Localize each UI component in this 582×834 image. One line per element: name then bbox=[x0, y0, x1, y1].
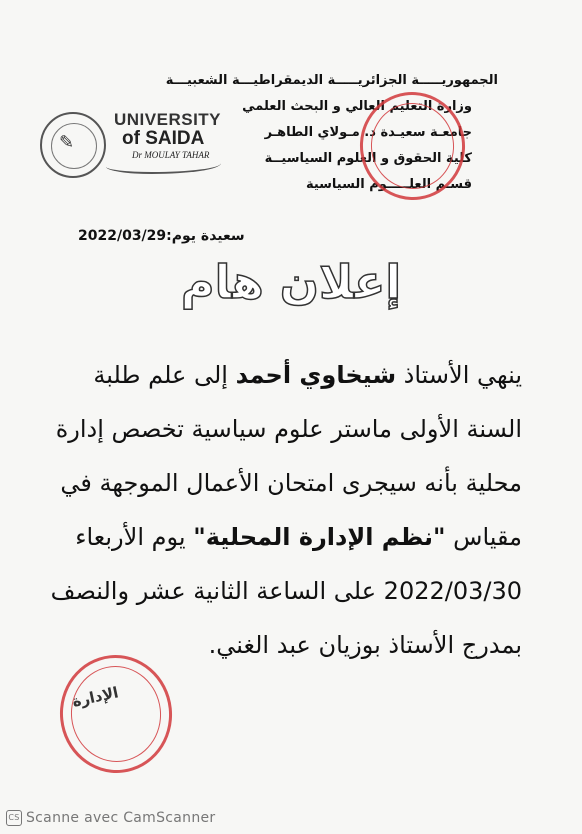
scanner-footer bbox=[6, 810, 215, 826]
logo-text-university: UNIVERSITY bbox=[114, 110, 222, 129]
course-subject: "نظم الإدارة المحلية" bbox=[193, 523, 446, 551]
camscanner-icon: CS bbox=[6, 810, 22, 826]
body-line-2: السنة الأولى ماستر علوم سياسية تخصص إدارة bbox=[55, 415, 522, 443]
announcement-title: إعلان هام bbox=[180, 255, 402, 309]
document-date: سعيدة يوم:2022/03/29 bbox=[78, 228, 245, 244]
header-republic: الجمهوريـــــة الجزائريـــــة الديمقراطيـــة الشعبيـــة bbox=[165, 73, 498, 88]
body-line-6: بمدرج الأستاذ بوزيان عبد الغني. bbox=[208, 631, 522, 659]
professor-name: شيخاوي أحمد bbox=[235, 361, 397, 389]
header-university: جامعـة سعيـدة د. مـولاي الطاهـر bbox=[264, 125, 472, 140]
logo-text-saida: of SAIDA bbox=[122, 128, 205, 149]
body-line-4: مقياس "نظم الإدارة المحلية" يوم الأربعاء bbox=[75, 523, 522, 551]
body-line-3: محلية بأنه سيجرى امتحان الأعمال الموجهة في bbox=[60, 469, 522, 497]
header-ministry: وزارة التعليم العالي و البحث العلمي bbox=[242, 99, 472, 114]
body-line-5: 2022/03/30 على الساعة الثانية عشر والنصف bbox=[50, 577, 522, 605]
header-faculty: كلية الحقوق و العلوم السياسيــة bbox=[264, 151, 472, 166]
body-line-1: ينهي الأستاذ شيخاوي أحمد إلى علم طلبة bbox=[93, 361, 522, 389]
announcement-body bbox=[42, 348, 522, 672]
scanner-footer-text: Scanne avec CamScanner bbox=[26, 810, 216, 826]
university-logo bbox=[40, 110, 220, 180]
administration-signature: الإدارة bbox=[70, 683, 121, 711]
university-seal-icon: ✎ bbox=[40, 112, 106, 178]
logo-text-president: Dr MOULAY TAHAR bbox=[132, 150, 210, 160]
header-department: قسـم العلـــــوم السياسية bbox=[305, 177, 472, 192]
